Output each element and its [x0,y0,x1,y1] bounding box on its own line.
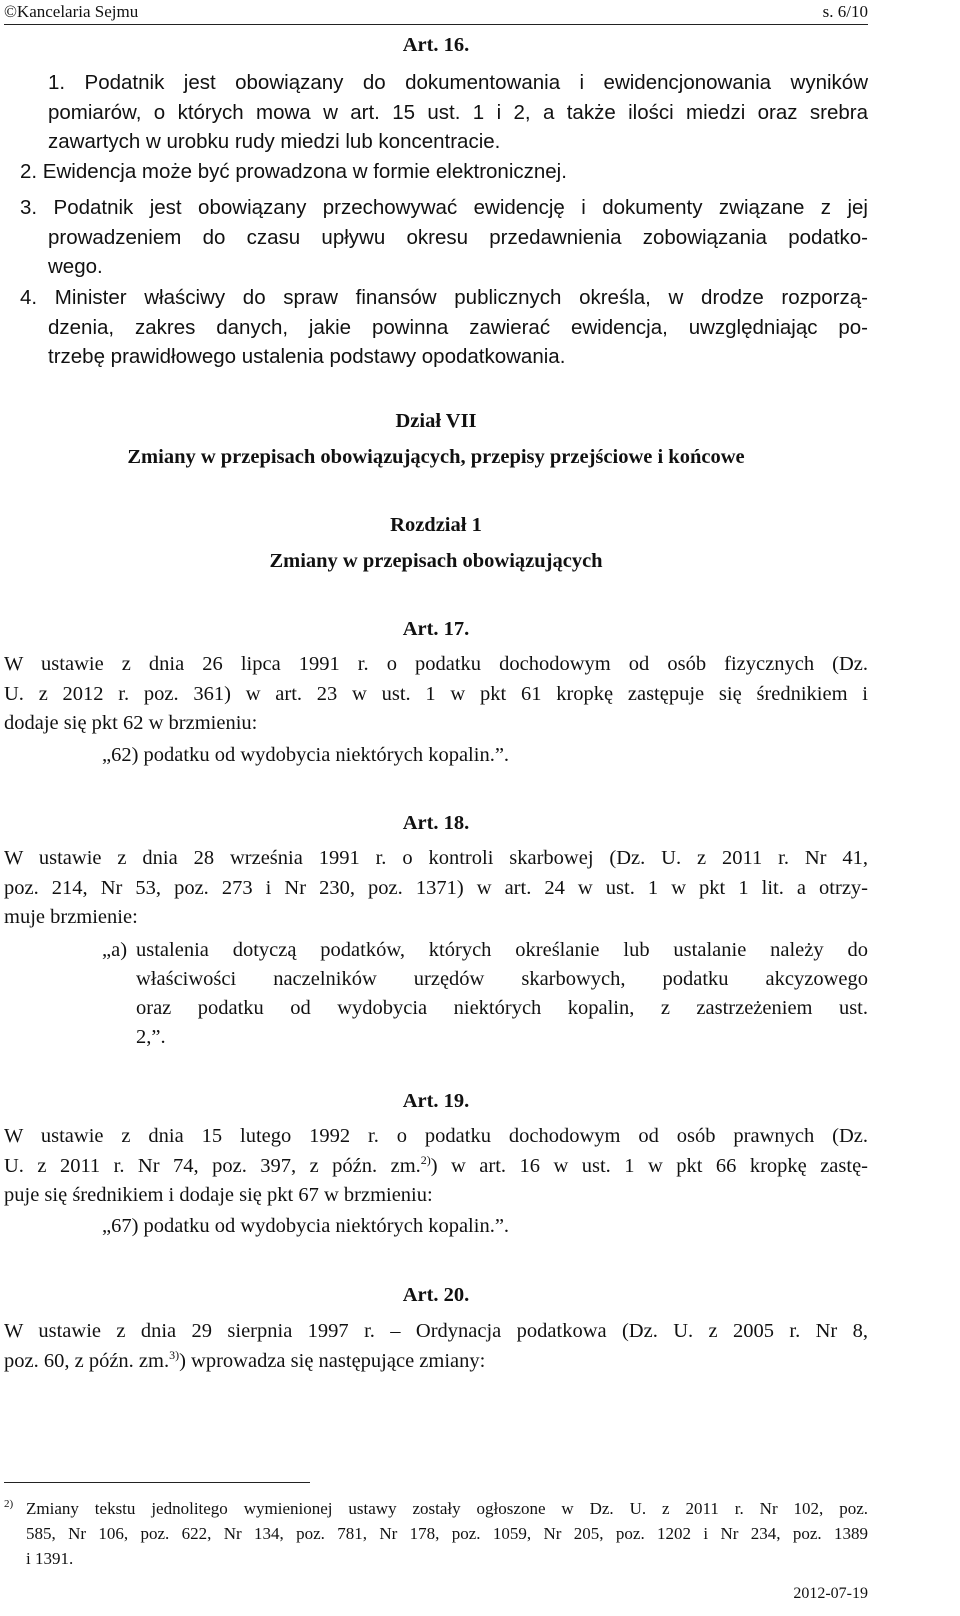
text-line [4,1347,868,1377]
text-line: właściwości naczelników urzędów skarbowych, podatku akcyzowego [136,968,868,990]
item-body [136,936,868,1052]
text-segment: U. z 2011 r. Nr 74, poz. 397, z późn. zm. [4,1154,421,1177]
art16-paragraph-3 [4,193,868,282]
art17-paragraph [4,650,868,739]
art16-paragraph-4 [4,283,868,372]
division-number: Dział VII [395,410,477,432]
text-line: prowadzeniem do czasu upływu okresu przedawnienia zobowiązania podatko- [48,225,868,249]
art17-heading: Art. 17. [402,618,470,640]
art16-paragraph-1 [4,68,868,157]
text-line: 4. Minister właściwy do spraw finansów publicznych określa, w drodze rozporzą- [20,286,868,309]
page-header [0,0,960,26]
art16-paragraph-2 [4,157,868,187]
text-line: dzenia, zakres danych, jakie powinna zawierać ewidencja, uwzględniając po- [48,315,868,339]
text-segment: ) wprowadza się następujące zmiany: [179,1349,486,1372]
footnote-mark: 2) [4,1498,14,1510]
header-page-number: s. 6/10 [822,2,868,21]
text-line: puje się średnikiem i dodaje się pkt 67 w brzmieniu: [4,1184,433,1206]
text-line: trzebę prawidłowego ustalenia podstawy opodatkowania. [48,345,566,368]
art18-paragraph [4,844,868,933]
text-line: 3. Podatnik jest obowiązany przechowywać ewidencję i dokumenty związane z jej [20,196,868,219]
text-line: W ustawie z dnia 26 lipca 1991 r. o podatku dochodowym od osób fizycznych (Dz. [4,653,868,675]
text-line: i 1391. [26,1549,74,1568]
text-line [4,1152,868,1182]
art20-paragraph [4,1317,868,1376]
text-line: U. z 2012 r. poz. 361) w art. 23 w ust. 1 w pkt 61 kropkę zastępuje się średnikiem i [4,682,868,705]
text-line: zawartych w urobku rudy miedzi lub koncentracie. [48,130,501,153]
text-line: muje brzmienie: [4,906,138,928]
footnote-ref: 2) [420,1152,431,1167]
art17-quoted-point: „62) podatku od wydobycia niektórych kopalin.”. [102,744,510,766]
chapter-title: Zmiany w przepisach obowiązujących [269,550,603,572]
text-line: Zmiany tekstu jednolitego wymienionej ustawy zostały ogłoszone w Dz. U. z 2011 r. Nr 102, poz. [26,1499,868,1518]
header-source: ©Kancelaria Sejmu [4,2,139,21]
chapter-number: Rozdział 1 [390,514,482,536]
text-line: wego. [48,255,103,278]
header-rule [4,24,868,25]
footer-date: 2012-07-19 [793,1585,868,1602]
text-line: 585, Nr 106, poz. 622, Nr 134, poz. 781, Nr 178, poz. 1059, Nr 205, poz. 1202 i Nr 234, poz. 1389 [26,1524,868,1543]
footnote [4,1496,868,1571]
text-line: poz. 214, Nr 53, poz. 273 i Nr 230, poz. 1371) w art. 24 w ust. 1 w pkt 1 lit. a otrzy- [4,876,868,899]
footnote-ref: 3) [169,1347,180,1362]
item-label: „a) [102,939,128,961]
text-line: oraz podatku od wydobycia niektórych kopalin, z zastrzeżeniem ust. [136,997,868,1019]
text-line: W ustawie z dnia 15 lutego 1992 r. o podatku dochodowym od osób prawnych (Dz. [4,1125,868,1147]
division-title: Zmiany w przepisach obowiązujących, przepisy przejściowe i końcowe [127,446,745,468]
text-line: pomiarów, o których mowa w art. 15 ust. 1 i 2, a także ilości miedzi oraz srebra [48,100,868,124]
text-segment: ) w art. 16 w ust. 1 w pkt 66 kropkę zastę- [430,1154,869,1177]
footnote-separator [4,1482,310,1483]
text-line: ustalenia dotyczą podatków, których określanie lub ustalanie należy do [136,939,868,961]
art16-heading: Art. 16. [402,34,470,56]
art20-heading: Art. 20. [402,1284,470,1306]
art18-heading: Art. 18. [402,812,470,834]
text-line: 2. Ewidencja może być prowadzona w formie elektronicznej. [20,160,567,183]
footnote-text [26,1496,868,1571]
text-line: 1. Podatnik jest obowiązany do dokumentowania i ewidencjonowania wyników [48,71,868,94]
art19-heading: Art. 19. [402,1090,470,1112]
text-line: dodaje się pkt 62 w brzmieniu: [4,712,258,734]
text-line: W ustawie z dnia 28 września 1991 r. o kontroli skarbowej (Dz. U. z 2011 r. Nr 41, [4,847,868,869]
art19-quoted-point: „67) podatku od wydobycia niektórych kopalin.”. [102,1215,510,1237]
art19-paragraph [4,1122,868,1211]
art18-quoted-item [102,936,868,1052]
text-segment: poz. 60, z późn. zm. [4,1349,170,1372]
text-line: 2,”. [136,1026,166,1048]
text-line: W ustawie z dnia 29 sierpnia 1997 r. – Ordynacja podatkowa (Dz. U. z 2005 r. Nr 8, [4,1320,868,1342]
